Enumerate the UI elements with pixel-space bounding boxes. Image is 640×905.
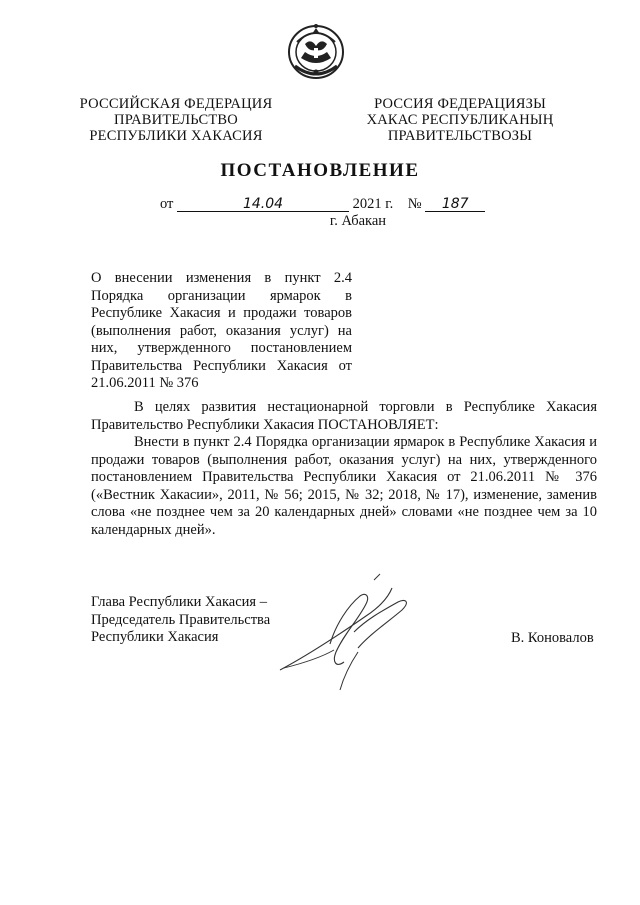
coat-of-arms-emblem	[283, 22, 349, 80]
signatory-position-line-2: Председатель Правительства	[91, 611, 271, 628]
header-left-line-2: ПРАВИТЕЛЬСТВО	[114, 112, 238, 128]
subject-line: Порядка организации ярмарок в	[91, 287, 352, 304]
body-paragraph-2: Внести в пункт 2.4 Порядка организации ярмарок в Республике Хакасия и продажи товаров (выполнения работ, оказания услуг) на них, утвержденного постановлением Правительства Республики Хакасия от 21.06.2011 № 376 («Вестник Хакасии», 2011, № 56; 2015, № 32; 2018, № 17), изменение, заменив слова «не позднее чем за 20 календарных дней» словами «не позднее чем за 10 календарных дней».	[91, 434, 597, 538]
number-value: 187	[425, 197, 485, 212]
header-left-line-3: РЕСПУБЛИКИ ХАКАСИЯ	[89, 128, 263, 144]
date-prefix: от	[160, 196, 174, 212]
signatory-position-line-1: Глава Республики Хакасия –	[91, 594, 267, 610]
body-text	[91, 399, 597, 539]
header-left	[66, 96, 286, 144]
date-line	[160, 196, 485, 213]
city-name: г. Абакан	[329, 213, 387, 229]
subject-line: 21.06.2011 № 376	[91, 375, 199, 391]
date-year: 2021 г.	[352, 196, 394, 212]
signatory-position-line-3: Республики Хакасия	[91, 629, 219, 645]
signatory-name: В. Коновалов	[511, 630, 594, 646]
subject-line: О внесении изменения в пункт 2.4	[91, 270, 352, 286]
number-prefix: №	[407, 196, 422, 212]
subject-line: Правительства Республики Хакасия от	[91, 357, 352, 374]
header-right-line-2: ХАКАС РЕСПУБЛИКАНЫҢ	[366, 112, 554, 128]
header-left-line-1: РОССИЙСКАЯ ФЕДЕРАЦИЯ	[79, 96, 273, 112]
header-right-line-3: ПРАВИТЕЛЬСТВОЗЫ	[387, 128, 533, 144]
subject-block	[91, 270, 352, 393]
document-title: ПОСТАНОВЛЕНИЕ	[220, 160, 420, 181]
header-right	[345, 96, 575, 144]
header-right-line-1: РОССИЯ ФЕДЕРАЦИЯЗЫ	[374, 96, 546, 112]
subject-line: (выполнения работ, оказания услуг) на	[91, 322, 352, 339]
signatory-position	[91, 594, 291, 647]
date-value: 14.04	[177, 197, 349, 212]
subject-line: Республике Хакасия и продажи товаров	[91, 305, 352, 321]
subject-line: них, утвержденного постановлением	[91, 340, 352, 356]
handwritten-signature	[270, 572, 430, 702]
body-paragraph-1: В целях развития нестационарной торговли в Республике Хакасия Правительство Республики Хакасия ПОСТАНОВЛЯЕТ:	[91, 399, 597, 433]
